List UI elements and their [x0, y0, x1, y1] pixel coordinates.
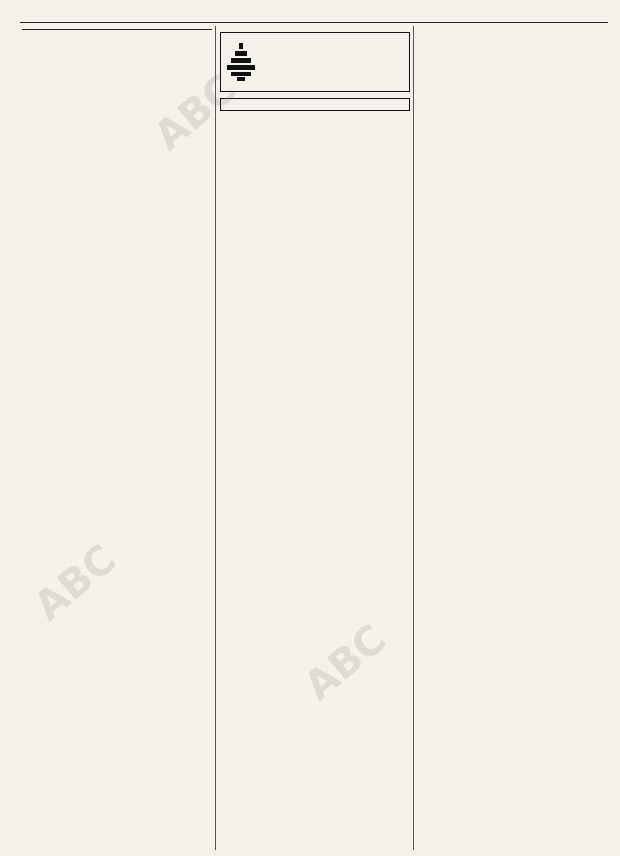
abc-watermark: ABC: [145, 66, 245, 160]
abc-watermark: ABC: [295, 616, 395, 710]
column-divider: [215, 26, 216, 850]
abc-watermark: ABC: [25, 536, 125, 630]
column-guide: [418, 26, 608, 850]
cade-logo-block: [226, 43, 404, 81]
job-ad-sales: [220, 32, 410, 92]
job-ad-secretary: [220, 98, 410, 111]
cade-logo-icon: [226, 43, 256, 81]
column-divider: [413, 26, 414, 850]
column-middle: [220, 26, 410, 850]
header-rule: [20, 22, 608, 23]
masthead-noticiario: [22, 26, 212, 30]
column-cinema-news: [22, 26, 212, 850]
